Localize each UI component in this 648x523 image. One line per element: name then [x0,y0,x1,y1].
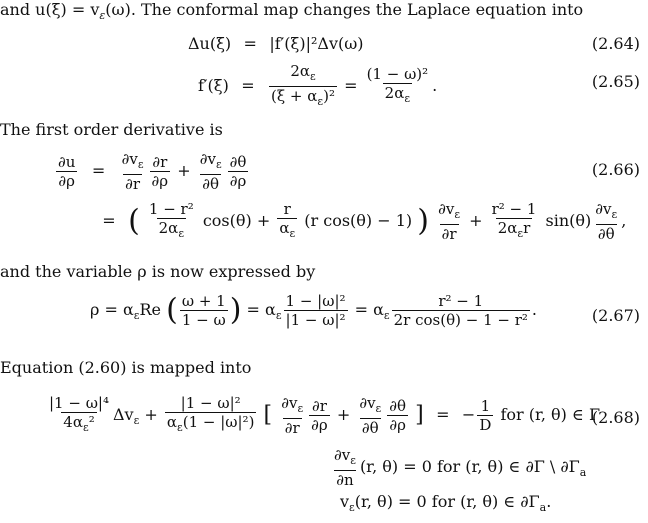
mapped-text: Equation (2.60) is mapped into [0,358,252,377]
eq264-rel: = [243,34,257,53]
variable-rho-text: and the variable ρ is now expressed by [0,262,316,281]
first-order-text: The first order derivative is [0,120,223,139]
equation-2-66-line1: $\frac{\partial u}{\partial\rho}$ = $\frac{\partial v_\varepsilon}{\partial r}$ $\frac{\partial r}{\partial\rho}$ + $\frac{\partial v_\varepsilon}{\partial\theta}$ $\frac{\partial\theta}{\partial\rho}$ [58,150,247,193]
intro-suffix: (ω). The conformal map changes the Laplace equation into [105,0,584,19]
eq268-rhs1: for (r, θ) ∈ Γ [500,405,601,424]
eq268-rhs2: = 0 for (r, θ) ∈ ∂Γ \ ∂Γ [403,457,580,476]
equation-2-64 [188,34,364,54]
eq-number-2-68: (2.68) [591,408,640,427]
eq264-rhs: |f′(ξ)|²Δv(ω) [269,34,364,53]
eq265-rel: = [241,76,255,95]
eq265-frac1: $\frac{2\alpha_\varepsilon}{(\xi + \alpha_\varepsilon)^2}$ [269,62,337,111]
intro-text: and $u(\xi) = v_\varepsilon(\omega)$. The conformal map changes the Laplace equation into [0,0,584,23]
equation-2-68-line3: $v_\varepsilon(r$, θ) = 0 for (r, θ) ∈ $\partial\Gamma_a$. [340,492,552,515]
equation-2-66-line2: = ( $\frac{\text{1 − r²}}{2\alpha_\varepsilon}$ cos(θ) + $\frac{r}{\alpha_\varepsilon}$ (r cos(θ) − 1) ) $\frac{\partial v_\varepsilon}{\partial r}$ + $\frac{\text{r² − 1}}{2\alpha_\varepsilon r}$ sin(θ) $\frac{\partial v_\varepsilon}{\partial\theta}$ , [102,200,627,243]
intro-prefix: and u(ξ) = v [0,0,100,19]
eq-number-2-67: (2.67) [591,306,640,325]
eq268-rhs3: = 0 for (r, θ) ∈ ∂Γ [398,492,540,511]
eq-number-2-65: (2.65) [591,72,640,91]
eq265-lhs: f′(ξ) [198,76,229,95]
eq265-frac2: $\frac{\text{(1 − ω)²}}{2\alpha_\varepsilon}$ [365,65,431,108]
eq-number-2-66: (2.66) [591,160,640,179]
equation-2-68-line1: $\frac{\text{|1 − ω|⁴}}{4\alpha_\varepsilon^2}$ $\Delta v_\varepsilon$ + $\frac{\text{|1 − ω|²}}{\alpha_\varepsilon(1 - |\omega|^2)}$ [ $\frac{\partial v_\varepsilon}{\partial r}$ $\frac{\partial r}{\partial\rho}$ + $\frac{\partial v_\varepsilon}{\partial\theta}$ $\frac{\partial\theta}{\partial\rho}$ ] = − $\frac{1}{D}$ for (r, θ) ∈ Γ [49,394,601,437]
eq-number-2-64: (2.64) [591,34,640,53]
equation-2-67: $\rho = \alpha_\varepsilon Re$ ( $\frac{\omega + 1}{1 - \omega}$ ) = $\alpha_\varepsilon$ $\frac{\text{1 − |ω|²}}{\text{|1 − ω|²}}$ = $\alpha_\varepsilon$ $\frac{\text{r² − 1}}{\text{2r cos(θ) − 1 − r²}}$ . [90,292,538,329]
equation-2-68-line2: $\frac{\partial v_\varepsilon}{\partial n}$ (r, θ) = 0 for (r, θ) ∈ ∂Γ \ $\partial\Gamma_a$ [334,446,587,489]
equation-2-65: f′(ξ) = $\frac{2\alpha_\varepsilon}{(\xi + \alpha_\varepsilon)^2}$ = $\frac{\text{(1 − ω)²}}{2\alpha_\varepsilon}$ . [198,62,437,111]
eq264-lhs: Δu(ξ) [188,34,232,53]
